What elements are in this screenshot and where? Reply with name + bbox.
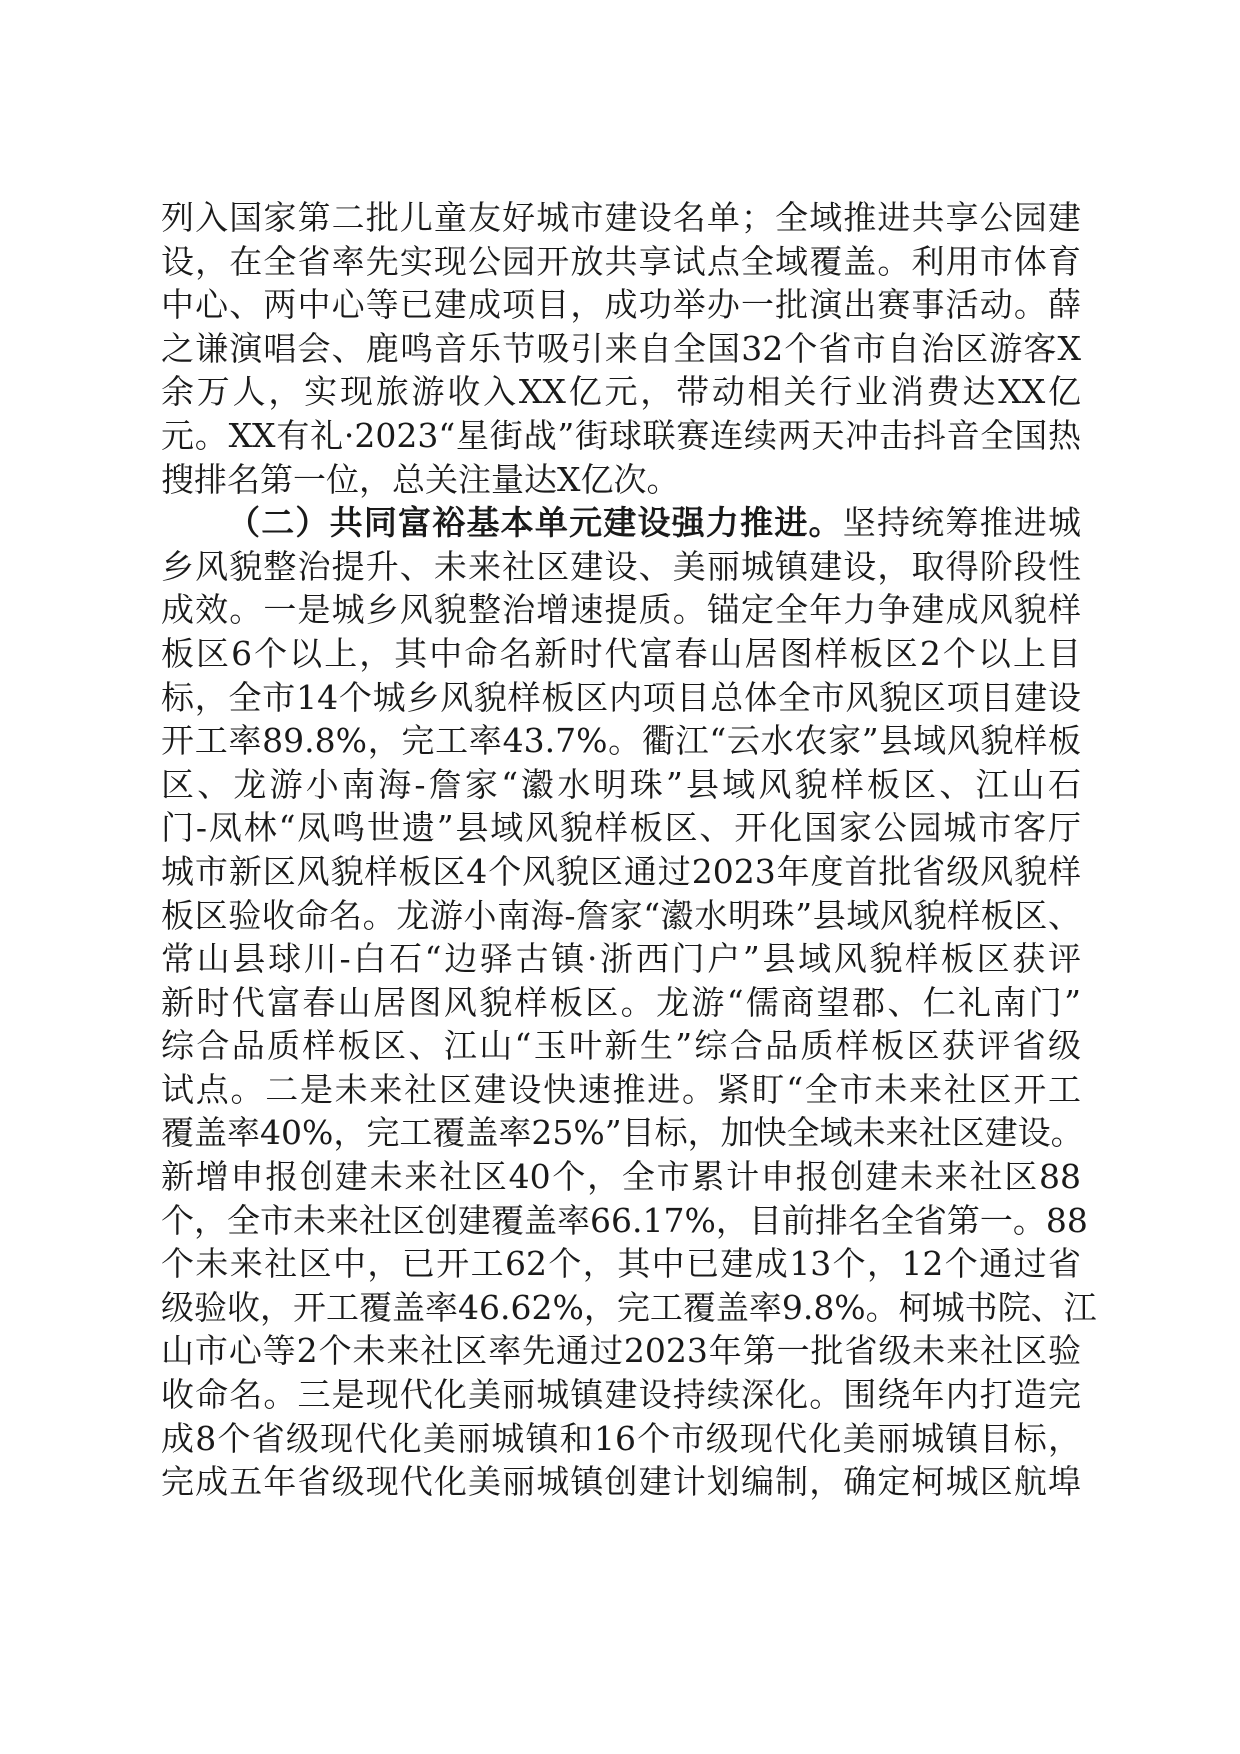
text-line: 成效。一是城乡风貌整治增速提质。锚定全年力争建成风貌样 — [161, 590, 1081, 630]
text-line: 中心、两中心等已建成项目，成功举办一批演出赛事活动。薛 — [161, 285, 1081, 325]
text-line: 标，全市14个城乡风貌样板区内项目总体全市风貌区项目建设 — [161, 677, 1081, 717]
text-line: 列入国家第二批儿童友好城市建设名单；全域推进共享公园建 — [161, 198, 1081, 237]
text-line: 搜排名第一位，总关注量达X亿次。 — [161, 459, 680, 499]
section-heading: （二）共同富裕基本单元建设强力推进。 — [227, 503, 843, 543]
text-line: 山市心等2个未来社区率先通过2023年第一批省级未来社区验 — [161, 1331, 1081, 1371]
text-line: 区、龙游小南海-詹家“瀫水明珠”县域风貌样板区、江山石 — [161, 764, 1081, 804]
text-line: 设，在全省率先实现公园开放共享试点全域覆盖。利用市体育 — [161, 241, 1081, 281]
text-line: 板区6个以上，其中命名新时代富春山居图样板区2个以上目 — [161, 633, 1081, 673]
text-line: 试点。二是未来社区建设快速推进。紧盯“全市未来社区开工 — [161, 1069, 1081, 1109]
text-line: 余万人，实现旅游收入XX亿元，带动相关行业消费达XX亿 — [161, 372, 1081, 412]
text-line: 新增申报创建未来社区40个，全市累计申报创建未来社区88 — [161, 1157, 1081, 1197]
text-line: 个，全市未来社区创建覆盖率66.17%，目前排名全省第一。88 — [161, 1200, 1088, 1240]
text-line: 完成五年省级现代化美丽城镇创建计划编制，确定柯城区航埠 — [161, 1462, 1081, 1502]
text-line: 覆盖率40%，完工覆盖率25%”目标，加快全域未来社区建设。 — [161, 1113, 1084, 1153]
text-line: 级验收，开工覆盖率46.62%，完工覆盖率9.8%。柯城书院、江 — [161, 1287, 1097, 1327]
text-line: 成8个省级现代化美丽城镇和16个市级现代化美丽城镇目标， — [161, 1418, 1081, 1458]
text-line: 板区验收命名。龙游小南海-詹家“瀫水明珠”县域风貌样板区、 — [161, 895, 1081, 935]
body-text — [161, 196, 1097, 1504]
text-line: 新时代富春山居图风貌样板区。龙游“儒商望郡、仁礼南门” — [161, 982, 1081, 1022]
text-line: 收命名。三是现代化美丽城镇建设持续深化。围绕年内打造完 — [161, 1375, 1081, 1415]
section-heading-line — [161, 501, 1081, 545]
heading-line-rest: 坚持统筹推进城 — [842, 503, 1082, 543]
text-line: 开工率89.8%，完工率43.7%。衢江“云水农家”县域风貌样板 — [161, 721, 1081, 761]
text-line: 门-凤林“凤鸣世遗”县域风貌样板区、开化国家公园城市客厅 — [161, 808, 1081, 848]
text-line: 综合品质样板区、江山“玉叶新生”综合品质样板区获评省级 — [161, 1026, 1081, 1066]
text-line: 城市新区风貌样板区4个风貌区通过2023年度首批省级风貌样 — [161, 851, 1081, 891]
text-line: 之谦演唱会、鹿鸣音乐节吸引来自全国32个省市自治区游客X — [161, 328, 1081, 368]
text-line: 乡风貌整治提升、未来社区建设、美丽城镇建设，取得阶段性 — [161, 546, 1081, 586]
text-line: 个未来社区中，已开工62个，其中已建成13个，12个通过省 — [161, 1244, 1081, 1284]
text-line: 常山县球川-白石“边驿古镇·浙西门户”县域风貌样板区获评 — [161, 939, 1081, 979]
text-line: 元。XX有礼·2023“星街战”街球联赛连续两天冲击抖音全国热 — [161, 415, 1081, 455]
